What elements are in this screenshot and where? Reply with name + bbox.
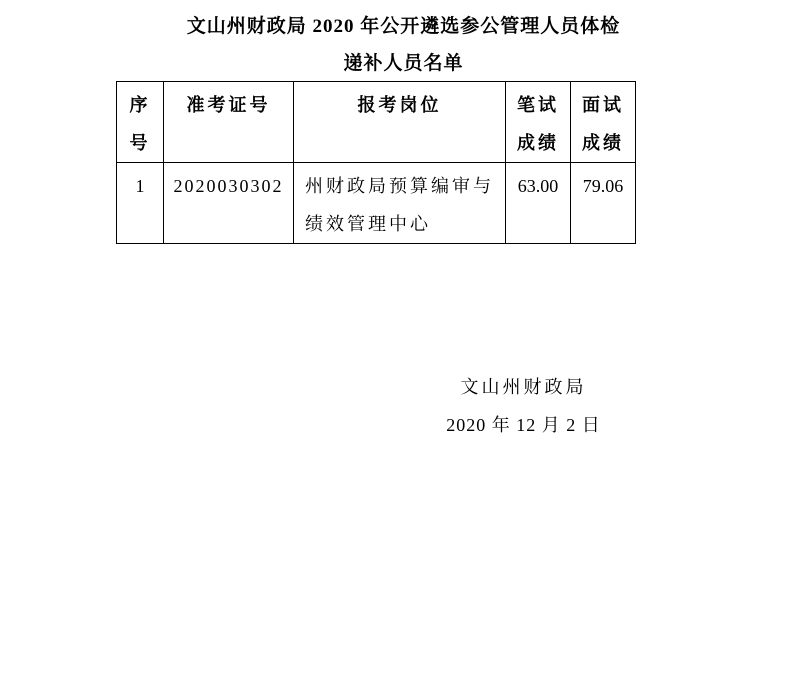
cell-ticket-number: 2020030302 — [164, 163, 294, 244]
signature-organization: 文山州财政局 — [460, 377, 587, 397]
header-serial-number: 序号 — [117, 82, 164, 163]
cell-serial-number: 1 — [117, 163, 164, 244]
title-line-2: 递补人员名单 — [343, 53, 464, 74]
header-interview-score: 面试成绩 — [571, 82, 636, 163]
table-row — [117, 163, 636, 244]
header-written-score: 笔试成绩 — [506, 82, 571, 163]
cell-position: 州财政局预算编审与绩效管理中心 — [294, 163, 506, 244]
signature-date: 2020 年 12 月 2 日 — [446, 415, 601, 435]
header-position: 报考岗位 — [294, 82, 506, 163]
signature-block — [420, 368, 627, 444]
cell-written-score: 63.00 — [506, 163, 571, 244]
results-table — [116, 81, 636, 244]
header-ticket-number: 准考证号 — [164, 82, 294, 163]
table-header-row — [117, 82, 636, 163]
title-line-1: 文山州财政局 2020 年公开遴选参公管理人员体检 — [186, 16, 621, 37]
document-title — [0, 8, 793, 82]
cell-interview-score: 79.06 — [571, 163, 636, 244]
